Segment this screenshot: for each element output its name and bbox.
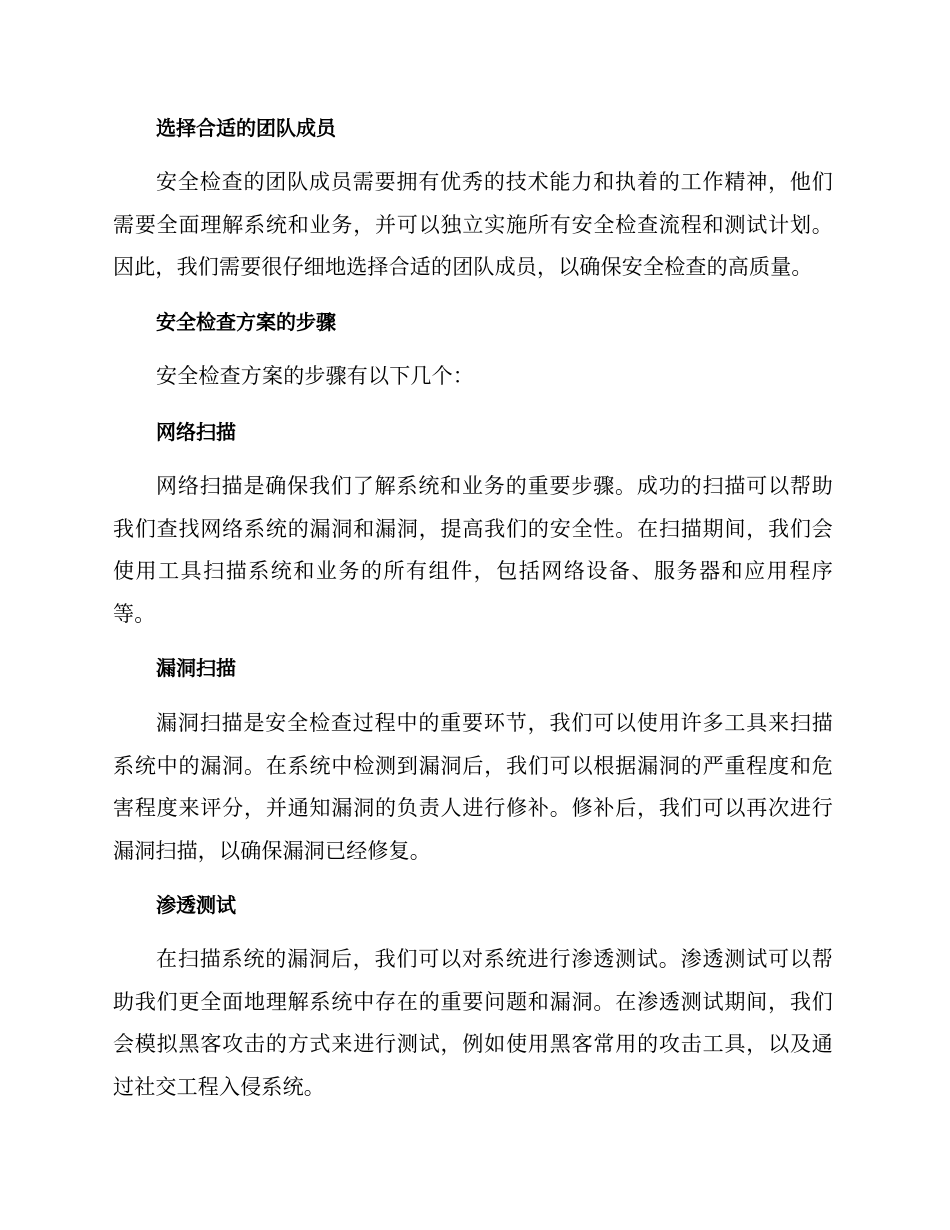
section-heading-vuln-scan: 漏洞扫描 (156, 656, 236, 680)
section-heading-pentest: 渗透测试 (156, 893, 236, 917)
section-paragraph-vuln-scan: 漏洞扫描是安全检查过程中的重要环节，我们可以使用许多工具来扫描系统中的漏洞。在系统中检测到漏洞后，我们可以根据漏洞的严重程度和危害程度来评分，并通知漏洞的负责人进行修补。修补后，我们可以再次进行漏洞扫描，以确保漏洞已经修复。 (113, 711, 833, 863)
section-paragraph-pentest: 在扫描系统的漏洞后，我们可以对系统进行渗透测试。渗透测试可以帮助我们更全面地理解系统中存在的重要问题和漏洞。在渗透测试期间，我们会模拟黑客攻击的方式来进行测试，例如使用黑客常用的攻击工具，以及通过社交工程入侵系统。 (113, 947, 833, 1099)
section-paragraph-team: 安全检查的团队成员需要拥有优秀的技术能力和执着的工作精神，他们需要全面理解系统和业务，并可以独立实施所有安全检查流程和测试计划。因此，我们需要很仔细地选择合适的团队成员，以确保安全检查的高质量。 (113, 170, 833, 279)
section-paragraph-network-scan: 网络扫描是确保我们了解系统和业务的重要步骤。成功的扫描可以帮助我们查找网络系统的漏洞和漏洞，提高我们的安全性。在扫描期间，我们会使用工具扫描系统和业务的所有组件，包括网络设备、服务器和应用程序等。 (113, 474, 833, 626)
section-heading-team: 选择合适的团队成员 (156, 116, 336, 140)
section-paragraph-steps: 安全检查方案的步骤有以下几个： (156, 364, 474, 388)
section-heading-network-scan: 网络扫描 (156, 420, 236, 444)
section-heading-steps: 安全检查方案的步骤 (156, 310, 336, 334)
